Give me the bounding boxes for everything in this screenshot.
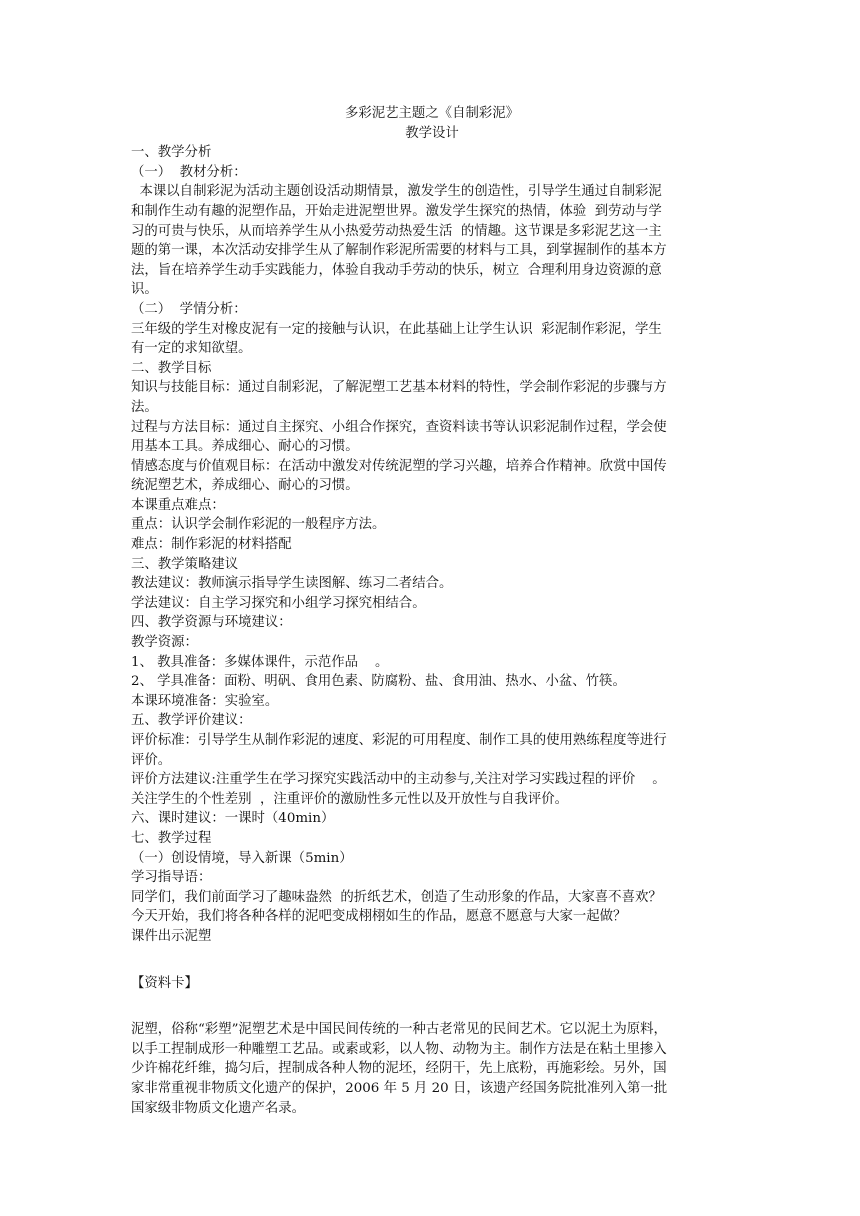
paragraph-line: 教法建议：教师演示指导学生读图解、练习二者结合。 [131,576,453,592]
list-item: 2、 学具准备：面粉、明矾、食用色素、防腐粉、盐、食用油、热水、小盆、竹筷。 [131,674,626,690]
paragraph-line: 过程与方法目标：通过自主探究、小组合作探究，查资料读书等认识彩泥制作过程，学会使 [131,419,667,435]
paragraph-line: 有一定的求知欲望。 [131,341,252,357]
section-heading: 七、教学过程 [131,830,212,846]
paragraph-line: 难点：制作彩泥的材料搭配 [131,537,292,553]
section-heading: 三、教学策略建议 [131,556,239,572]
paragraph-line: 用基本工具。养成细心、耐心的习惯。 [131,439,359,455]
paragraph-line: 统泥塑艺术，养成细心、耐心的习惯。 [131,478,359,494]
paragraph-line: 关注学生的个性差别 ，注重评价的激励性多元性以及开放性与自我评价。 [131,791,569,807]
section-heading: 六、课时建议：一课时（40min） [131,811,335,827]
info-card-line: 泥塑，俗称“彩塑”泥塑艺术是中国民间传统的一种古老常见的民间艺术。它以泥土为原料， [131,1022,667,1038]
info-card-line: 家非常重视非物质文化遗产的保护，2006 年 5 月 20 日，该遗产经国务院批准列入第一批 [131,1080,668,1096]
subsection-heading: （一）创设情境，导入新课（5min） [131,850,353,866]
info-card-line: 少许棉花纤维，捣匀后，捏制成各种人物的泥坯，经阴干，先上底粉，再施彩绘。另外，国 [131,1061,667,1077]
document-page [131,104,733,1118]
list-item: 1、 教具准备：多媒体课件，示范作品 。 [131,654,389,670]
paragraph-line: 评价。 [131,752,172,768]
paragraph-line: 今天开始，我们将各种各样的泥吧变成栩栩如生的作品，愿意不愿意与大家一起做？ [131,909,627,925]
paragraph-line: 知识与技能目标：通过自制彩泥，了解泥塑工艺基本材料的特性，学会制作彩泥的步骤与方 [131,380,667,396]
paragraph-line: 法。 [131,399,158,415]
paragraph-line: 课件出示泥塑 [131,928,212,944]
paragraph-line: 教学资源： [131,635,198,651]
subsection-heading: （二） 学情分析： [131,301,247,317]
section-heading: 二、教学目标 [131,360,212,376]
paragraph-line: 情感态度与价值观目标：在活动中激发对传统泥塑的学习兴趣，培养合作精神。欣赏中国传 [131,458,667,474]
document-subtitle: 教学设计 [405,125,459,141]
paragraph-line: 重点：认识学会制作彩泥的一般程序方法。 [131,517,386,533]
paragraph-line: 识。 [131,282,158,298]
section-heading: 一、教学分析 [131,145,212,161]
paragraph-line: 本课以自制彩泥为活动主题创设活动期情景，激发学生的创造性，引导学生通过自制彩泥 [131,184,662,200]
subsection-heading: （一） 教材分析： [131,164,247,180]
paragraph-line: 评价方法建议:注重学生在学习探究实践活动中的主动参与,关注对学习实践过程的评价 。 [131,772,666,788]
paragraph-line: 同学们，我们前面学习了趣味盎然 的折纸艺术，创造了生动形象的作品，大家喜不喜欢？ [131,889,662,905]
paragraph-line: 三年级的学生对橡皮泥有一定的接触与认识，在此基础上让学生认识 彩泥制作彩泥，学生 [131,321,662,337]
info-card-title: 【资料卡】 [131,975,198,991]
paragraph-line: 评价标准：引导学生从制作彩泥的速度、彩泥的可用程度、制作工具的使用熟练程度等进行 [131,733,667,748]
paragraph-line: 本课环境准备：实验室。 [131,693,279,709]
section-heading: 五、教学评价建议： [131,713,252,729]
info-card-line: 国家级非物质文化遗产名录。 [131,1100,306,1116]
paragraph-line: 本课重点难点： [131,497,225,513]
info-card-line: 以手工捏制成形一种雕塑工艺品。或素或彩，以人物、动物为主。制作方法是在粘土里掺入 [131,1041,667,1057]
section-heading: 四、教学资源与环境建议： [131,615,292,631]
paragraph-line: 法，旨在培养学生动手实践能力，体验自我动手劳动的快乐，树立 合理利用身边资源的意 [131,262,662,278]
paragraph-line: 习的可贵与快乐，从而培养学生从小热爱劳动热爱生活 的情趣。这节课是多彩泥艺这一主 [131,223,662,239]
spacer [131,947,733,974]
paragraph-line: 题的第一课，本次活动安排学生从了解制作彩泥所需要的材料与工具，到掌握制作的基本方 [131,243,667,259]
paragraph-line: 学法建议：自主学习探究和小组学习探究相结合。 [131,595,426,611]
paragraph-line: 学习指导语： [131,870,212,886]
document-title: 多彩泥艺主题之《自制彩泥》 [344,106,520,121]
spacer [131,993,733,1020]
paragraph-line: 和制作生动有趣的泥塑作品，开始走进泥塑世界。激发学生探究的热情，体验 到劳动与学 [131,203,662,219]
